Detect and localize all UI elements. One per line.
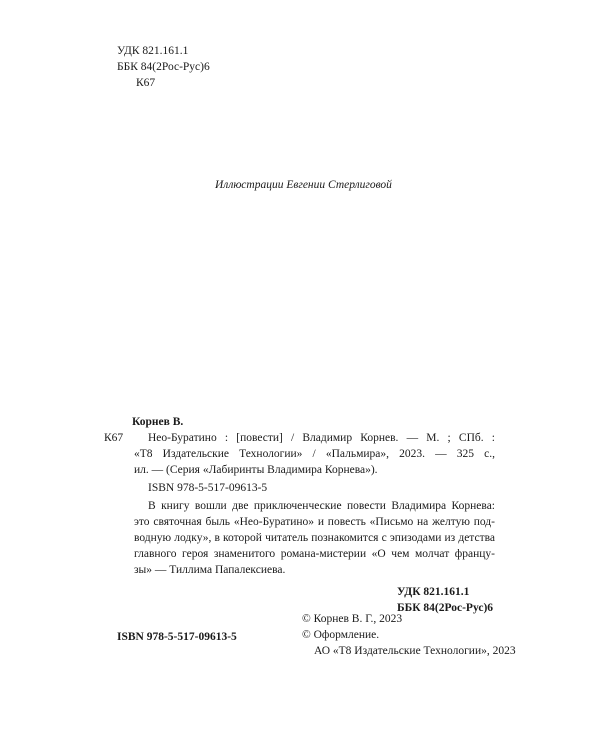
catalog-record-line: «Т8 Издательские Технологии» / «Пальмира», 2023. — 325 с., [134, 448, 495, 460]
footer-isbn: ISBN 978-5-517-09613-5 [117, 631, 237, 643]
copyright-line: АО «Т8 Издательские Технологии», 2023 [314, 645, 516, 657]
copyright-line: © Оформление. [302, 629, 380, 641]
annotation-line: зы» — Тиллима Папалексиева. [134, 564, 286, 576]
annotation-line: главного героя знаменитого романа-мистерии «О чем молчат францу- [134, 548, 495, 560]
header-bbk: ББК 84(2Рос-Рус)6 [117, 61, 210, 73]
catalog-record-line: Нео-Буратино : [повести] / Владимир Корнев. — М. ; СПб. : [148, 432, 495, 444]
catalog-author-heading: Корнев В. [132, 416, 184, 428]
illustrations-credit: Иллюстрации Евгении Стерлиговой [215, 179, 392, 191]
catalog-mark: К67 [104, 432, 124, 444]
catalog-record-line: ил. — (Серия «Лабиринты Владимира Корнева»). [134, 464, 378, 476]
annotation-line: В книгу вошли две приключенческие повести Владимира Корнева: [148, 500, 495, 512]
catalog-bbk: ББК 84(2Рос-Рус)6 [397, 602, 494, 614]
annotation-line: это святочная быль «Нео-Буратино» и повесть «Письмо на желтую под- [134, 516, 495, 528]
catalog-isbn: ISBN 978-5-517-09613-5 [148, 482, 268, 494]
header-udk: УДК 821.161.1 [117, 45, 189, 57]
annotation-line: водную лодку», в которой читатель познакомится с эпизодами из детства [134, 532, 495, 544]
copyright-line: © Корнев В. Г., 2023 [302, 613, 403, 625]
catalog-udk: УДК 821.161.1 [397, 586, 470, 598]
header-author-mark: К67 [136, 77, 156, 89]
